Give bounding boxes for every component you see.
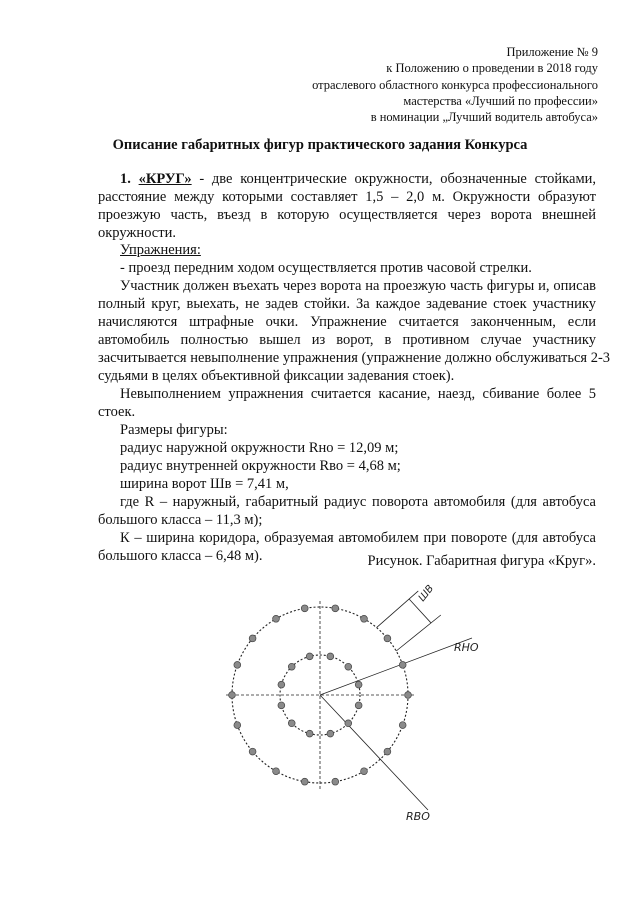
inner-post [327,730,334,737]
dims-k-line-2: большого класса – 6,48 м). [98,548,263,564]
inner-post [278,681,285,688]
outer-post [332,778,339,785]
inner-radius-line [320,695,428,810]
outer-post [399,722,406,729]
dims-r-line-1: где R – наружный, габаритный радиус поворота автомобиля (для автобуса [120,494,596,510]
para2-line-3: начисляются штрафные очки. Упражнение считается законченным, если [98,314,596,330]
outer-post [399,662,406,669]
inner-post [345,663,352,670]
circle-figure-diagram [200,582,480,832]
gate-dimension-line [409,599,431,623]
outer-post [405,692,412,699]
dims-inner-radius: радиус внутренней окружности Rво = 4,68 м; [120,458,401,474]
para3-line-2: стоек. [98,404,136,420]
outer-post [249,635,256,642]
para3-line-1: Невыполнением упражнения считается касание, наезд, сбивание более 5 [120,386,596,402]
inner-post [355,681,362,688]
section1-line1-rest: - две концентрические окружности, обозначенные стойками, [191,171,597,187]
para2-line-2: полный круг, выехать, не задев стойки. За каждое задевание стоек участнику [98,296,596,312]
inner-post [327,653,334,660]
outer-post [229,692,236,699]
para2-line-5: засчитывается невыполнение упражнения (упражнение должно обслуживаться 2-3 [98,350,611,366]
inner-post [306,730,313,737]
document-title: Описание габаритных фигур практического задания Конкурса [112,137,528,153]
dims-r-line-2: большого класса – 11,3 м); [98,512,263,528]
exercises-label: Упражнения: [120,242,201,258]
dims-outer-radius: радиус наружной окружности Rно = 12,09 м; [120,440,399,456]
label-inner-radius: RВО [406,810,430,823]
para2-line-6: судьями в целях объективной фиксации задевания стоек). [98,368,455,384]
inner-post [288,720,295,727]
gate-extension-1 [396,615,441,651]
label-gate-width: ШВ [416,583,437,604]
header-line-3: отраслевого областного конкурса профессионального [312,78,598,92]
inner-post [288,663,295,670]
dims-k-line-1: К – ширина коридора, образуемая автомобилем при повороте (для автобуса [120,530,596,546]
inner-post [355,702,362,709]
section1-line-4: окружности. [98,225,176,241]
outer-radius-line [320,638,472,695]
header-line-4: мастерства «Лучший по профессии» [403,94,598,108]
outer-post [273,615,280,622]
label-outer-radius: RНО [454,641,479,654]
outer-post [332,605,339,612]
dims-label: Размеры фигуры: [120,422,228,438]
inner-post [278,702,285,709]
para2-line-4: автомобиль полностью вышел из ворот, в противном случае участнику [98,332,596,348]
inner-post [345,720,352,727]
outer-post [301,605,308,612]
header-line-1: Приложение № 9 [506,45,598,59]
header-line-2: к Положению о проведении в 2018 году [386,61,598,75]
outer-post [384,635,391,642]
gate-extension-2 [377,591,419,628]
section-number: 1. [120,171,131,187]
outer-post [234,662,241,669]
outer-post [301,778,308,785]
inner-post [306,653,313,660]
section1-line-3: проезжую часть, въезд в которую осуществляется через ворота внешней [98,207,596,223]
section1-line-2: расстояние между которыми составляет 1,5 – 2,0 м. Окружности образуют [98,189,596,205]
outer-post [361,615,368,622]
header-line-5: в номинации „Лучший водитель автобуса» [370,110,598,124]
figure-caption: Рисунок. Габаритная фигура «Круг». [367,553,596,569]
section1-line-1 [120,170,596,188]
outer-post [273,768,280,775]
para2-line-1: Участник должен въехать через ворота на проезжую часть фигуры и, описав [120,278,596,294]
figure-lines [226,591,472,810]
section-name: «КРУГ» [138,171,192,187]
dims-gate-width: ширина ворот Шв = 7,41 м, [120,476,289,492]
exercise-1: - проезд передним ходом осуществляется против часовой стрелки. [120,260,532,276]
outer-post [234,722,241,729]
outer-post [249,748,256,755]
outer-post [384,748,391,755]
outer-post [361,768,368,775]
